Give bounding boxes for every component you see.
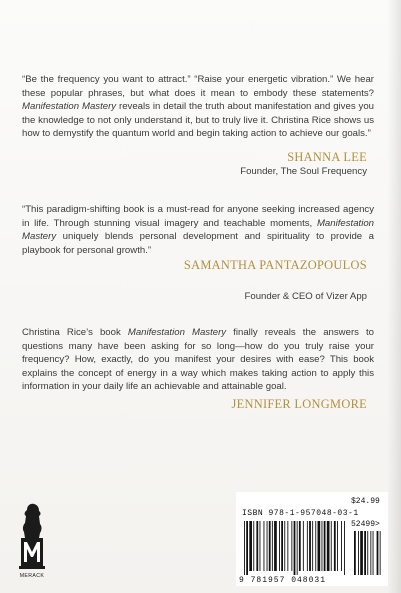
barcode-supplement-bar <box>364 531 366 575</box>
barcode-bar <box>264 521 265 571</box>
barcode-supplement-bar <box>373 531 374 575</box>
barcode-bar <box>244 521 245 575</box>
barcode-bar <box>299 521 301 571</box>
barcode-bar <box>341 521 342 571</box>
endorsement-3-text-start: Christina Rice’s book <box>22 327 128 338</box>
barcode-bar <box>256 521 258 571</box>
barcode-supplement-bar <box>354 531 356 575</box>
endorsement-1-book-title: Manifestation Mastery <box>22 101 117 113</box>
barcode-bar <box>303 521 304 571</box>
barcode-bar <box>291 521 292 571</box>
barcode-bars <box>242 521 382 577</box>
spine-shadow <box>387 0 401 593</box>
barcode-bar <box>279 521 280 571</box>
barcode-bar <box>327 521 330 571</box>
endorsement-1-text-start: “Be the frequency you want to attract.” “Raise your energetic vibration.” We hear these popular phrases, but what does it mean to embody these statements? <box>22 74 374 99</box>
barcode-supplement-digits: 52499> <box>351 520 380 529</box>
barcode-supplement-bar <box>370 531 371 575</box>
endorser-name-1: SHANNA LEE <box>287 150 367 164</box>
barcode-bar <box>294 521 296 575</box>
barcode-bar <box>272 521 273 571</box>
endorser-name-3: JENNIFER LONGMORE <box>231 397 367 411</box>
barcode-supplement-bar <box>360 531 363 575</box>
barcode-bar <box>324 521 326 571</box>
barcode-bar <box>274 521 277 571</box>
endorsement-2-book-title: Manifestation Mastery <box>22 217 374 243</box>
barcode-bar <box>269 521 271 571</box>
barcode-bar <box>312 521 313 571</box>
barcode-bar <box>344 521 345 575</box>
endorsement-2-text-start: “This paradigm-shifting book is a must-read for anyone seeking increased agency in life. Through stunning visual imagery and teachable moments, <box>22 204 374 229</box>
barcode-bar <box>337 521 338 571</box>
endorsement-3-text-end: finally reveals the answers to questions many have been asking for so long—how do you truly raise your frequency? How, exactly, do you manifest your desires with ease? This book explains the concept of energy in a way which makes taking action to apply this information in your daily life an achievable and attainable goal. <box>22 327 375 393</box>
barcode-supplement-bar <box>377 531 379 575</box>
lion-m-logo-icon <box>18 502 46 586</box>
barcode-bar <box>284 521 285 571</box>
barcode-price: $24.99 <box>351 497 380 506</box>
barcode-digits: 9 781957 048031 <box>239 576 327 585</box>
barcode-bar <box>334 521 336 571</box>
publisher-logo-text: MERACK <box>19 573 45 579</box>
endorsement-quote-3 <box>22 326 374 394</box>
endorsement-quote-1 <box>22 73 374 141</box>
endorsement-1-text-end: reveals in detail the truth about manifestation and gives you the knowledge to not only understand it, but to truly live it. Christina Rice shows us how to demystify the quantum world and begin taking action to achieve our goals.” <box>22 101 374 140</box>
endorsement-2-text-end: uniquely blends personal development and spirituality to provide a playbook for personal growth.” <box>22 231 374 256</box>
endorser-role-1: Founder, The Soul Frequency <box>240 166 367 177</box>
barcode-isbn: ISBN 978-1-957048-03-1 <box>242 509 359 518</box>
barcode-bar <box>318 521 321 571</box>
barcode-supplement-bar <box>380 531 381 575</box>
barcode-bar <box>287 521 288 571</box>
endorsement-3-book-title: Manifestation Mastery <box>127 327 227 338</box>
barcode-supplement-bar <box>358 531 359 575</box>
barcode-bar <box>281 521 283 571</box>
barcode-bar <box>267 521 268 571</box>
barcode-bar <box>246 521 248 575</box>
endorser-name-2: SAMANTHA PANTAZOPOULOS <box>183 258 367 272</box>
endorser-role-2: Founder & CEO of Vizer App <box>244 291 367 302</box>
barcode-bar <box>315 521 316 571</box>
barcode-bar <box>297 521 298 575</box>
barcode-bar <box>260 521 261 571</box>
barcode-bar <box>307 521 308 571</box>
barcode-bar <box>331 521 332 571</box>
endorsement-quote-2 <box>22 203 374 257</box>
barcode-bar <box>253 521 254 571</box>
barcode-supplement-bar <box>367 531 368 575</box>
barcode-bar <box>249 521 252 571</box>
barcode-bar <box>309 521 311 571</box>
barcode-bar <box>322 521 323 571</box>
